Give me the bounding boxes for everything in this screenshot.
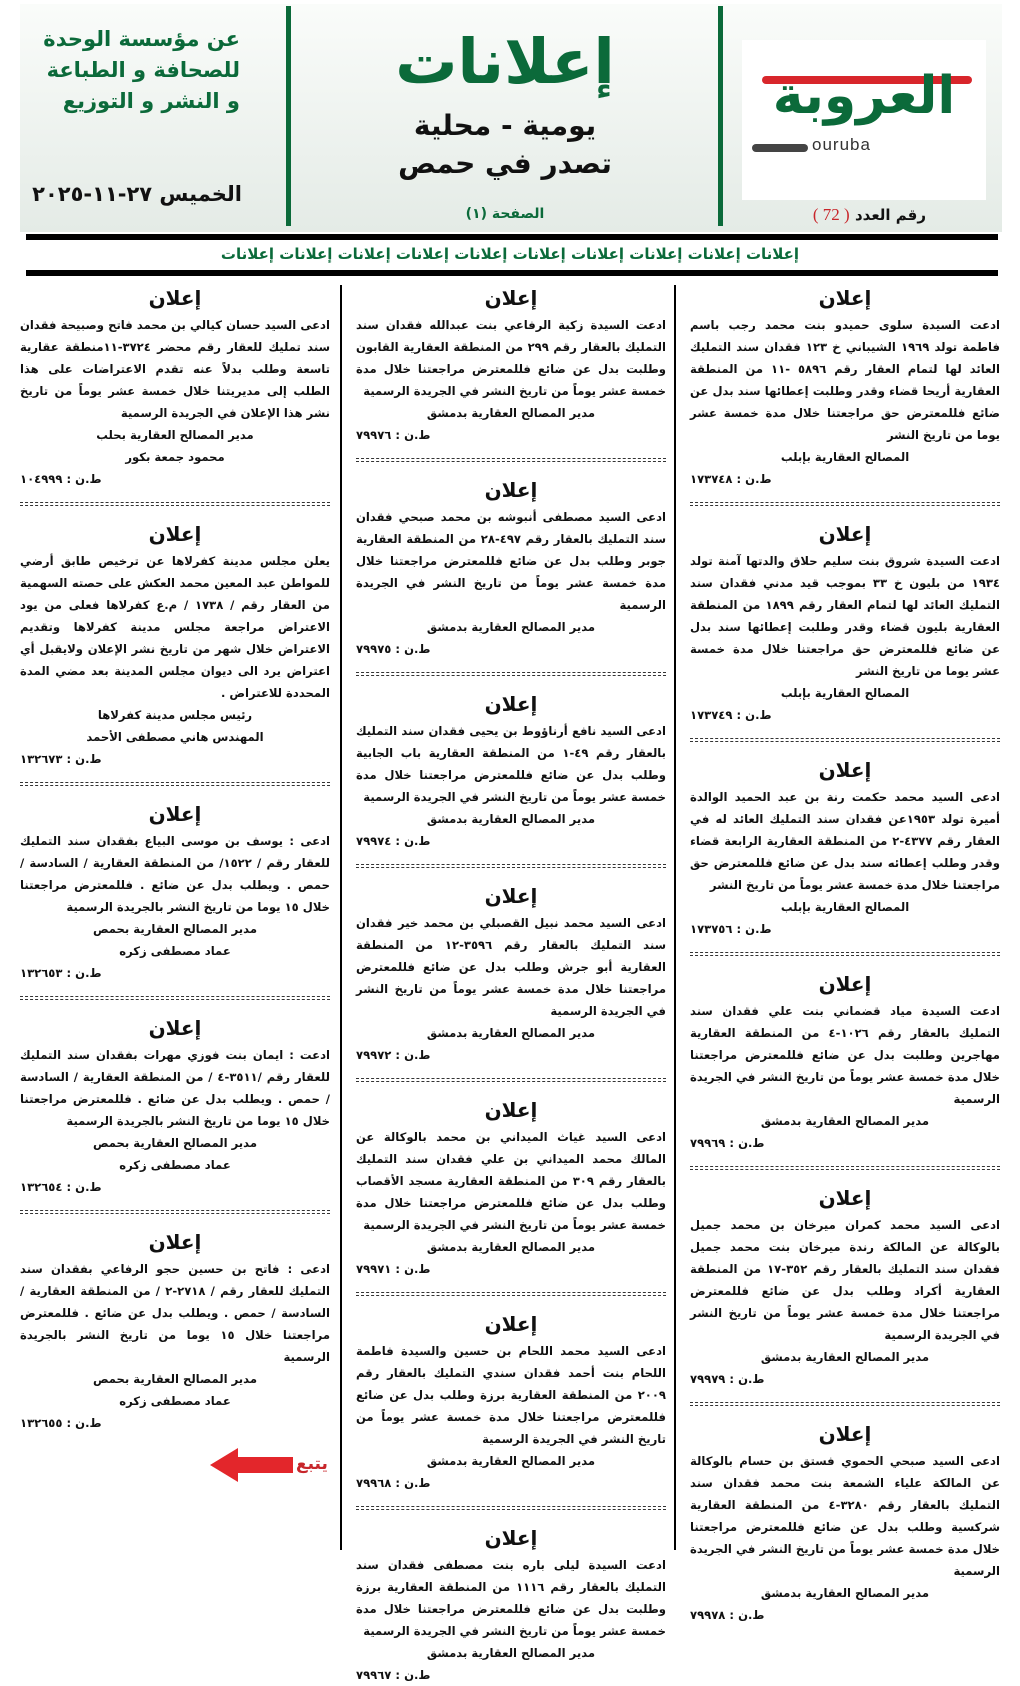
- announcement-signature: عماد مصطفى زكره: [119, 1158, 231, 1172]
- announcement: [356, 284, 666, 446]
- reference-number: ١٣٢٦٥٣: [20, 966, 63, 980]
- masthead-divider: [286, 6, 291, 226]
- ad-separator: [356, 672, 666, 676]
- logo-arabic: العروبة: [772, 66, 956, 126]
- announcement: [690, 756, 1000, 940]
- publisher-line: و النشر و التوزيع: [62, 89, 240, 113]
- announcement-title: إعلان: [818, 522, 872, 546]
- announcement-title: إعلان: [148, 286, 202, 310]
- announcement-title: إعلان: [818, 972, 872, 996]
- page-number: الصفحة (١): [465, 206, 545, 222]
- subtitle-frequency: يومية - محلية: [413, 109, 597, 142]
- announcement-title: إعلان: [148, 1016, 202, 1040]
- reference-prefix: ط.ن :: [391, 428, 431, 442]
- reference-number: ٧٩٩٧٨: [690, 1608, 726, 1622]
- ad-separator: [356, 458, 666, 462]
- announcement-title: إعلان: [818, 1422, 872, 1446]
- reference-number: ٧٩٩٦٨: [356, 1476, 392, 1490]
- announcement-body: ادعت السيدة زكية الرفاعي بنت عبدالله فقدان سند التمليك بالعقار رقم ٢٩٩ من المنطقة العقارية القابون وطلبت بدل عن ضائع فللمعترض مراجعتنا خلال مدة خمسة عشر يوماً من تاريخ النشر في الجريدة الرسمية: [356, 318, 666, 398]
- reference-number: ١٧٣٧٤٨: [690, 472, 733, 486]
- ad-separator: [356, 1292, 666, 1296]
- announcement-reference: [20, 468, 330, 490]
- ad-separator: [690, 1402, 1000, 1406]
- announcement-body: يعلن مجلس مدينة كفرلاها عن ترخيص طابق أرضي للمواطن عبد المعين محمد العكش على حصته السهمية من العقار رقم / ١٧٣٨ / م.ع كفرلاها فعلى من يود الاعتراض مراجعة مجلس مدينة كفرلاها وتقديم الاعتراض خلال شهر من تاريخ نشر الإعلان ولايقبل أي اعتراض يرد الى ديوان مجلس المدينة بعد مضي المدة المحددة للاعتراض .: [20, 554, 330, 700]
- reference-prefix: ط.ن :: [391, 642, 431, 656]
- announcement-body: ادعى السيد محمد كمران ميرخان بن محمد جميل بالوكالة عن المالكة رندة ميرخان بنت محمد جميل فقدان سند التمليك بالعقار رقم ٣٥٢-١٧ من المنطقة العقارية أكراد وطلب بدل عن ضائع فللمعترض مراجعتنا خلال مدة خمسة عشر يوماً من تاريخ النشر في الجريدة الرسمية: [690, 1218, 1000, 1342]
- announcement-body: ادعت السيدة شروق بنت سليم حلاق والدتها آمنة تولد ١٩٣٤ من بليون خ ٣٣ بموجب قيد مدني فقدان سند التمليك العائد لها لتمام العقار رقم ١٨٩٩ من المنطقة العقارية بليون قضاء وقدر وطلبت إعطائها سند بدل عن ضائع فللمعترض حق مراجعتنا خلال مدة خمسة عشر يوما من تاريخ النشر: [690, 554, 1000, 678]
- announcement: [690, 970, 1000, 1154]
- announcement: [356, 1096, 666, 1280]
- logo-grey-stripe: [752, 144, 808, 152]
- announcement-reference: [690, 918, 1000, 940]
- column-right: [690, 284, 1000, 1626]
- announcement-signature: مدير المصالح العقارية بدمشق: [426, 812, 596, 826]
- ad-separator: [690, 738, 1000, 742]
- announcement: [20, 520, 330, 770]
- announcement-reference: [356, 1258, 666, 1280]
- announcement-reference: [20, 1412, 330, 1434]
- announcement-body: ادعى السيد محمد اللحام بن حسين والسيدة فاطمة اللحام بنت أحمد فقدان سندي التمليك بالعقار رقم ٢٠٠٩ من المنطقة العقارية برزة وطلب بدل عن ضائع فللمعترض مراجعتنا خلال مدة خمسة عشر يوماً من تاريخ النشر في الجريدة الرسمية: [356, 1344, 666, 1446]
- announcement: [690, 1184, 1000, 1390]
- announcement-signature: مدير المصالح العقارية بدمشق: [760, 1114, 930, 1128]
- ad-separator: [690, 1166, 1000, 1170]
- reference-number: ٧٩٩٧٤: [356, 834, 392, 848]
- reference-prefix: ط.ن :: [391, 1476, 431, 1490]
- reference-prefix: ط.ن :: [732, 708, 772, 722]
- reference-prefix: ط.ن :: [391, 1048, 431, 1062]
- column-divider: [674, 285, 676, 1550]
- reference-number: ٧٩٩٧٦: [356, 428, 392, 442]
- announcement-reference: [20, 1176, 330, 1198]
- announcement-reference: [690, 468, 1000, 490]
- announcement-body: ادعت السيدة سلوى حميدو بنت محمد رجب باسم فاطمة تولد ١٩٦٩ الشيباني خ ١٢٣ فقدان سند التمليك العائد لها لتمام العقار رقم ٥٨٩٦ -١١ من المنطقة العقارية أريحا قضاء وقدر وطلبت إعطائها سند بدل عن ضائع فللمعترض حق مراجعتنا خلال مدة خمسة عشر يوما من تاريخ النشر: [690, 318, 1000, 442]
- ad-separator: [20, 1210, 330, 1214]
- announcement-signature: محمود جمعة بكور: [125, 450, 225, 464]
- announcement-body: ادعى السيد مصطفى أنبوشه بن محمد صبحي فقدان سند التمليك بالعقار رقم ٤٩٧-٢٨ من المنطقة العقارية جوبر وطلب بدل عن ضائع فللمعترض مراجعتنا خلال مدة خمسة عشر يوماً من تاريخ النشر في الجريدة الرسمية: [356, 510, 666, 612]
- announcement-body: ادعت السيدة مياد قضماني بنت علي فقدان سند التمليك بالعقار رقم ١٠٢٦-٤ من المنطقة العقارية مهاجرين وطلبت بدل عن ضائع فللمعترض مراجعتنا خلال مدة خمسة عشر يوماً من تاريخ النشر في الجريدة الرسمية: [690, 1004, 1000, 1106]
- reference-prefix: ط.ن :: [62, 1416, 102, 1430]
- announcement-body: ادعى : فاتح بن حسين حجو الرفاعي بفقدان سند التمليك للعقار رقم / ٢٧١٨-٢ / من المنطقة العقارية / السادسة / حمص . ويطلب بدل عن ضائع . فللمعترض مراجعتنا خلال ١٥ يوما من تاريخ النشر بالجريدة الرسمية: [20, 1262, 330, 1364]
- announcement-signature: مدير المصالح العقارية بدمشق: [426, 1454, 596, 1468]
- announcement-title: إعلان: [484, 884, 538, 908]
- announcement-signature: مدير المصالح العقارية بحمص: [92, 1136, 258, 1150]
- logo-latin: ouruba: [812, 135, 871, 154]
- announcement-body: ادعى : يوسف بن موسى البياع بفقدان سند التمليك للعقار رقم / ١٥٢٢/ من المنطقة العقارية / السادسة / حمص . ويطلب بدل عن ضائع . فللمعترض مراجعتنا خلال ١٥ يوما من تاريخ النشر بالجريدة الرسمية: [20, 834, 330, 914]
- reference-prefix: ط.ن :: [62, 966, 102, 980]
- ad-separator: [20, 502, 330, 506]
- announcement-reference: [356, 830, 666, 852]
- announcement-body: ادعى السيد صبحي الحموي فستق بن حسام بالوكالة عن المالكة علياء الشمعة بنت محمد فقدان سند التمليك بالعقار رقم ٣٢٨٠-٤ من المنطقة العقارية شركسية وطلب بدل عن ضائع فللمعترض مراجعتنا خلال مدة خمسة عشر يوماً من تاريخ النشر في الجريدة الرسمية: [690, 1454, 1000, 1578]
- reference-prefix: ط.ن :: [732, 922, 772, 936]
- announcement-body: ادعى السيد غياث الميداني بن محمد بالوكالة عن المالك محمد الميداني بن علي فقدان سند التمليك بالعقار رقم ٣٠٩ من المنطقة العقارية مسجد الأقصاب وطلب بدل عن ضائع فللمعترض مراجعتنا خلال مدة خمسة عشر يوماً من تاريخ النشر في الجريدة الرسمية: [356, 1130, 667, 1232]
- column-left: [20, 284, 330, 1482]
- reference-number: ١٣٢٦٥٤: [20, 1180, 63, 1194]
- ad-separator: [20, 782, 330, 786]
- announcement: [356, 1310, 666, 1494]
- ad-separator: [20, 996, 330, 1000]
- issue-label: رقم العدد: [854, 206, 926, 224]
- ad-separator: [690, 952, 1000, 956]
- reference-number: ٧٩٩٧٩: [690, 1372, 726, 1386]
- reference-prefix: ط.ن :: [391, 1668, 431, 1682]
- announcement-signature: عماد مصطفى زكره: [119, 1394, 231, 1408]
- ads-banner: إعلانات إعلانات إعلانات إعلانات إعلانات إعلانات إعلانات إعلانات إعلانات إعلانات: [220, 245, 800, 263]
- reference-prefix: ط.ن :: [62, 472, 102, 486]
- announcement: [356, 1524, 666, 1686]
- publisher-line: للصحافة و الطباعة: [46, 58, 240, 82]
- arrow-left-icon: [210, 1448, 238, 1482]
- announcement-title: إعلان: [484, 1098, 538, 1122]
- ad-separator: [356, 1506, 666, 1510]
- announcement-title: إعلان: [484, 692, 538, 716]
- announcement-body: ادعى السيد محمد نبيل القصبلي بن محمد خير فقدان سند التمليك بالعقار رقم ٣٥٩٦-١٢ من المنطقة العقارية أبو جرش وطلب بدل عن ضائع فللمعترض مراجعتنا خلال مدة خمسة عشر يوماً من تاريخ النشر في الجريدة الرسمية: [356, 916, 667, 1018]
- announcement-signature: مدير المصالح العقارية بدمشق: [760, 1586, 930, 1600]
- page-title: إعلانات: [395, 25, 615, 98]
- ad-separator: [690, 502, 1000, 506]
- announcement-signature: مدير المصالح العقارية بدمشق: [426, 1646, 596, 1660]
- announcement: [690, 284, 1000, 490]
- announcement-title: إعلان: [484, 478, 538, 502]
- reference-number: ٧٩٩٦٧: [356, 1668, 392, 1682]
- announcement: [356, 690, 666, 852]
- announcement-signature: مدير المصالح العقارية بدمشق: [426, 1240, 596, 1254]
- announcement-signature: المصالح العقارية بإبلب: [780, 686, 910, 700]
- announcement: [356, 476, 666, 660]
- reference-prefix: ط.ن :: [725, 1136, 765, 1150]
- arrow-shaft: [237, 1457, 293, 1473]
- reference-number: ٧٩٩٧١: [356, 1262, 392, 1276]
- announcement-title: إعلان: [148, 802, 202, 826]
- announcement-body: ادعى السيد محمد حكمت رنة بن عبد الحميد الوالدة أميرة تولد ١٩٥٣عن فقدان سند التمليك العائد له في العقار رقم ٤٣٧٧-٢ من المنطقة العقارية الرابعة قضاء وقدر وطلب إعطائه سند بدل عن ضائع فللمعترض حق مراجعتنا خلال مدة خمسة عشر يوماً من تاريخ النشر: [690, 790, 1001, 892]
- announcement: [20, 284, 330, 490]
- announcement-signature: المصالح العقارية بإبلب: [780, 450, 910, 464]
- column-middle: [356, 284, 666, 1686]
- announcement-reference: [356, 1664, 666, 1686]
- announcement-signature: مدير المصالح العقارية بدمشق: [426, 620, 596, 634]
- bottom-rule: [26, 270, 998, 276]
- announcement-reference: [690, 1368, 1000, 1390]
- announcement-body: ادعت السيدة ليلى باره بنت مصطفى فقدان سند التمليك بالعقار رقم ١١١٦ من المنطقة العقارية برزة وطلبت بدل عن ضائع فللمعترض مراجعتنا خلال مدة خمسة عشر يوماً من تاريخ النشر في الجريدة الرسمية: [356, 1558, 666, 1638]
- announcement: [20, 1228, 330, 1434]
- announcement-reference: [20, 962, 330, 984]
- announcement-title: إعلان: [484, 1526, 538, 1550]
- announcement: [690, 1420, 1000, 1626]
- announcement: [356, 882, 666, 1066]
- announcement-title: إعلان: [818, 758, 872, 782]
- subtitle-location: تصدر في حمص: [398, 147, 612, 180]
- ad-separator: [356, 1078, 666, 1082]
- announcement-signature: مدير المصالح العقارية بدمشق: [760, 1350, 930, 1364]
- announcement-title: إعلان: [484, 1312, 538, 1336]
- announcement-title: إعلان: [484, 286, 538, 310]
- announcement: [20, 1014, 330, 1198]
- reference-prefix: ط.ن :: [732, 472, 772, 486]
- announcement-signature: مدير المصالح العقارية بدمشق: [426, 406, 596, 420]
- announcement-signature: مدير المصالح العقارية بدمشق: [426, 1026, 596, 1040]
- announcement-reference: [356, 1472, 666, 1494]
- top-rule: [26, 234, 998, 240]
- announcement-title: إعلان: [148, 522, 202, 546]
- announcement-body: ادعى السيد نافع أرناؤوط بن يحيى فقدان سند التمليك بالعقار رقم ٤٩-١ من المنطقة العقارية باب الجابية وطلب بدل عن ضائع فللمعترض مراجعتنا خلال مدة خمسة عشر يوماً من تاريخ النشر في الجريدة الرسمية: [356, 724, 667, 804]
- continued-indicator: [210, 1448, 330, 1482]
- announcement-reference: [356, 1044, 666, 1066]
- reference-number: ١٣٢٦٥٥: [20, 1416, 63, 1430]
- announcement-body: ادعت : ايمان بنت فوزي مهرات بفقدان سند التمليك للعقار رقم /٣٥١١-٤ / من المنطقة العقارية / السادسة / حمص . ويطلب بدل عن ضائع . فللمعترض مراجعتنا خلال ١٥ يوما من تاريخ النشر بالجريدة الرسمية: [20, 1048, 330, 1128]
- announcement-signature: المصالح العقارية بإبلب: [780, 900, 910, 914]
- announcement-signature: رئيس مجلس مدينة كفرلاها: [97, 708, 253, 722]
- announcement-reference: [690, 704, 1000, 726]
- announcement-signature: مدير المصالح العقارية بحمص: [92, 1372, 258, 1386]
- announcement-reference: [356, 638, 666, 660]
- announcement-reference: [690, 1604, 1000, 1626]
- continued-label: يتبع: [296, 1454, 328, 1474]
- publisher-info: [30, 24, 240, 117]
- issue-value: 72: [822, 205, 840, 224]
- reference-prefix: ط.ن :: [391, 1262, 431, 1276]
- reference-prefix: ط.ن :: [725, 1608, 765, 1622]
- announcement-signature: عماد مصطفى زكره: [119, 944, 231, 958]
- announcement-reference: [690, 1132, 1000, 1154]
- announcement-reference: [20, 748, 330, 770]
- announcement-title: إعلان: [148, 1230, 202, 1254]
- announcement-title: إعلان: [818, 286, 872, 310]
- ad-separator: [356, 864, 666, 868]
- masthead-divider: [718, 6, 723, 226]
- column-divider: [340, 285, 342, 1550]
- reference-prefix: ط.ن :: [391, 834, 431, 848]
- reference-number: ٧٩٩٧٢: [356, 1048, 392, 1062]
- issue-number: رقم العدد ( 72 ): [812, 205, 926, 224]
- reference-prefix: ط.ن :: [725, 1372, 765, 1386]
- announcement-title: إعلان: [818, 1186, 872, 1210]
- reference-number: ١٠٤٩٩٩: [20, 472, 63, 486]
- announcement-body: ادعى السيد حسان كيالي بن محمد فاتح وصبيحة فقدان سند تمليك للعقار رقم محضر ٣٧٢٤-١١منطقة عقارية تاسعة وطلب بدلاً عنه تقدم الاعتراضات على هذا الطلب إلى مديريتنا خلال خمسة عشر يوماً من تاريخ نشر هذا الإعلان في الجريدة الرسمية: [20, 318, 330, 420]
- announcement-signature: مدير المصالح العقارية بحمص: [92, 922, 258, 936]
- reference-number: ١٧٣٧٥٦: [690, 922, 733, 936]
- publisher-line: عن مؤسسة الوحدة: [43, 27, 240, 51]
- announcement: [20, 800, 330, 984]
- reference-prefix: ط.ن :: [62, 1180, 102, 1194]
- reference-prefix: ط.ن :: [62, 752, 102, 766]
- announcement-signature: المهندس هاني مصطفى الأحمد: [86, 730, 264, 744]
- announcement-reference: [356, 424, 666, 446]
- announcement: [690, 520, 1000, 726]
- reference-number: ١٧٣٧٤٩: [690, 708, 733, 722]
- reference-number: ١٣٢٦٧٣: [20, 752, 63, 766]
- announcement-signature: مدير المصالح العقارية بحلب: [96, 428, 254, 442]
- reference-number: ٧٩٩٧٥: [356, 642, 392, 656]
- reference-number: ٧٩٩٦٩: [690, 1136, 726, 1150]
- issue-date: الخميس ٢٧-١١-٢٠٢٥: [32, 182, 242, 206]
